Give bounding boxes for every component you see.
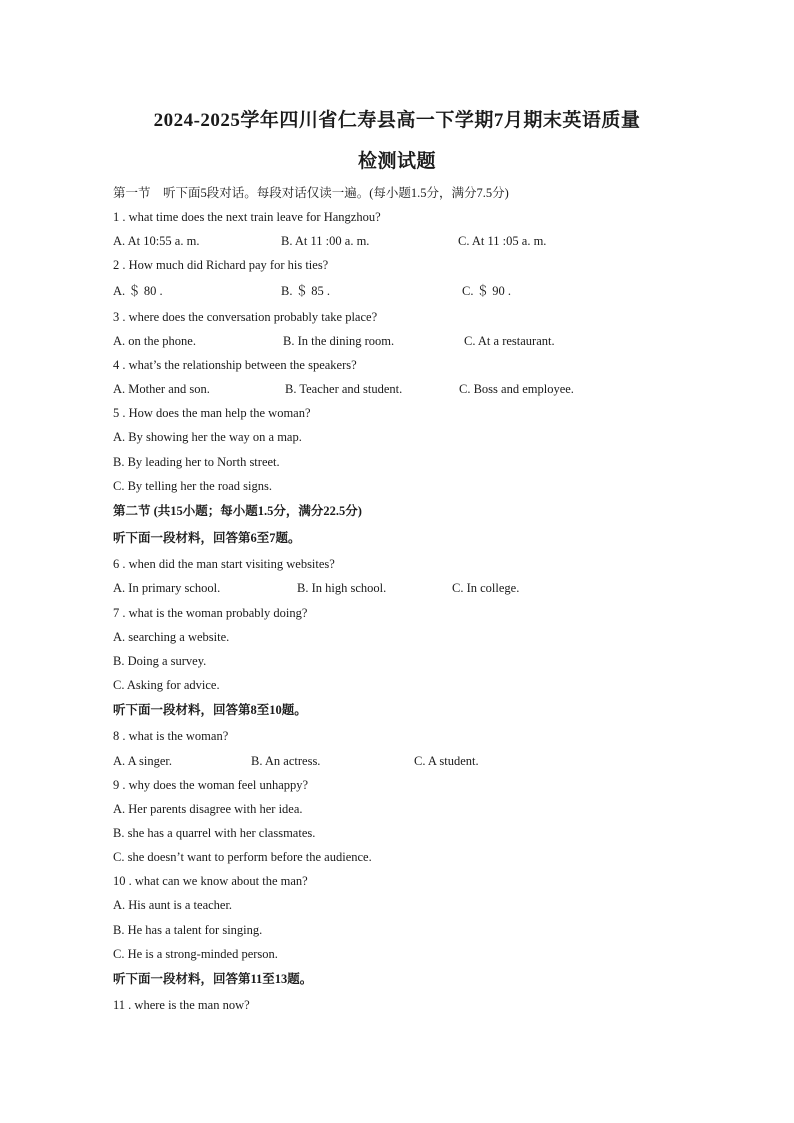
question-9-option-a: A. Her parents disagree with her idea.	[113, 802, 303, 816]
question-1-stem: 1 . what time does the next train leave for Hangzhou?	[113, 210, 381, 224]
question-3-option-c: C. At a restaurant.	[464, 334, 555, 348]
question-7-option-c: C. Asking for advice.	[113, 678, 220, 692]
question-8-option-c: C. A student.	[414, 754, 479, 768]
group3-header: 听下面一段材料，回答第11至13题。	[113, 972, 313, 986]
question-5-stem: 5 . How does the man help the woman?	[113, 406, 311, 420]
question-6-stem: 6 . when did the man start visiting websites?	[113, 557, 335, 571]
question-10-option-c: C. He is a strong-minded person.	[113, 947, 278, 961]
document-title: 2024-2025学年四川省仁寿县高一下学期7月期末英语质量	[153, 110, 641, 131]
question-3-option-a: A. on the phone.	[113, 334, 196, 348]
question-3-stem: 3 . where does the conversation probably take place?	[113, 310, 378, 324]
question-4-option-c: C. Boss and employee.	[459, 382, 574, 396]
question-7-option-b: B. Doing a survey.	[113, 654, 207, 668]
group2-header: 听下面一段材料，回答第8至10题。	[113, 703, 307, 717]
question-7-stem: 7 . what is the woman probably doing?	[113, 606, 308, 620]
question-1-option-b: B. At 11 :00 a. m.	[281, 234, 370, 248]
question-7-option-a: A. searching a website.	[113, 630, 230, 644]
question-5-option-b: B. By leading her to North street.	[113, 455, 280, 469]
question-4-stem: 4 . what’s the relationship between the speakers?	[113, 358, 357, 372]
document-title-line2: 检测试题	[357, 151, 436, 172]
question-5-option-c: C. By telling her the road signs.	[113, 479, 273, 493]
question-8-option-b: B. An actress.	[251, 754, 321, 768]
question-9-option-c: C. she doesn’t want to perform before the audience.	[113, 850, 372, 864]
group1-header: 听下面一段材料，回答第6至7题。	[113, 531, 301, 545]
question-10-option-b: B. He has a talent for singing.	[113, 923, 263, 937]
question-1-option-c: C. At 11 :05 a. m.	[458, 234, 547, 248]
question-5-option-a: A. By showing her the way on a map.	[113, 430, 302, 444]
question-9-option-b: B. she has a quarrel with her classmates.	[113, 826, 316, 840]
section1-header: 第一节 听下面5段对话。每段对话仅读一遍。(每小题1.5分，满分7.5分)	[113, 186, 509, 200]
question-6-option-c: C. In college.	[452, 581, 520, 595]
question-3-option-b: B. In the dining room.	[283, 334, 395, 348]
section2-header: 第二节 (共15小题；每小题1.5分，满分22.5分)	[113, 504, 362, 518]
question-6-option-a: A. In primary school.	[113, 581, 221, 595]
question-4-option-b: B. Teacher and student.	[285, 382, 403, 396]
question-4-option-a: A. Mother and son.	[113, 382, 210, 396]
question-6-option-b: B. In high school.	[297, 581, 387, 595]
question-1-option-a: A. At 10:55 a. m.	[113, 234, 200, 248]
question-9-stem: 9 . why does the woman feel unhappy?	[113, 778, 309, 792]
question-8-stem: 8 . what is the woman?	[113, 729, 229, 743]
question-2-option-b: B. ＄ 85 .	[281, 284, 330, 298]
question-11-stem: 11 . where is the man now?	[113, 998, 250, 1012]
question-2-option-a: A. ＄ 80 .	[113, 284, 163, 298]
question-10-option-a: A. His aunt is a teacher.	[113, 898, 233, 912]
question-10-stem: 10 . what can we know about the man?	[113, 874, 308, 888]
question-2-stem: 2 . How much did Richard pay for his ties?	[113, 258, 329, 272]
question-8-option-a: A. A singer.	[113, 754, 173, 768]
question-2-option-c: C. ＄ 90 .	[462, 284, 511, 298]
